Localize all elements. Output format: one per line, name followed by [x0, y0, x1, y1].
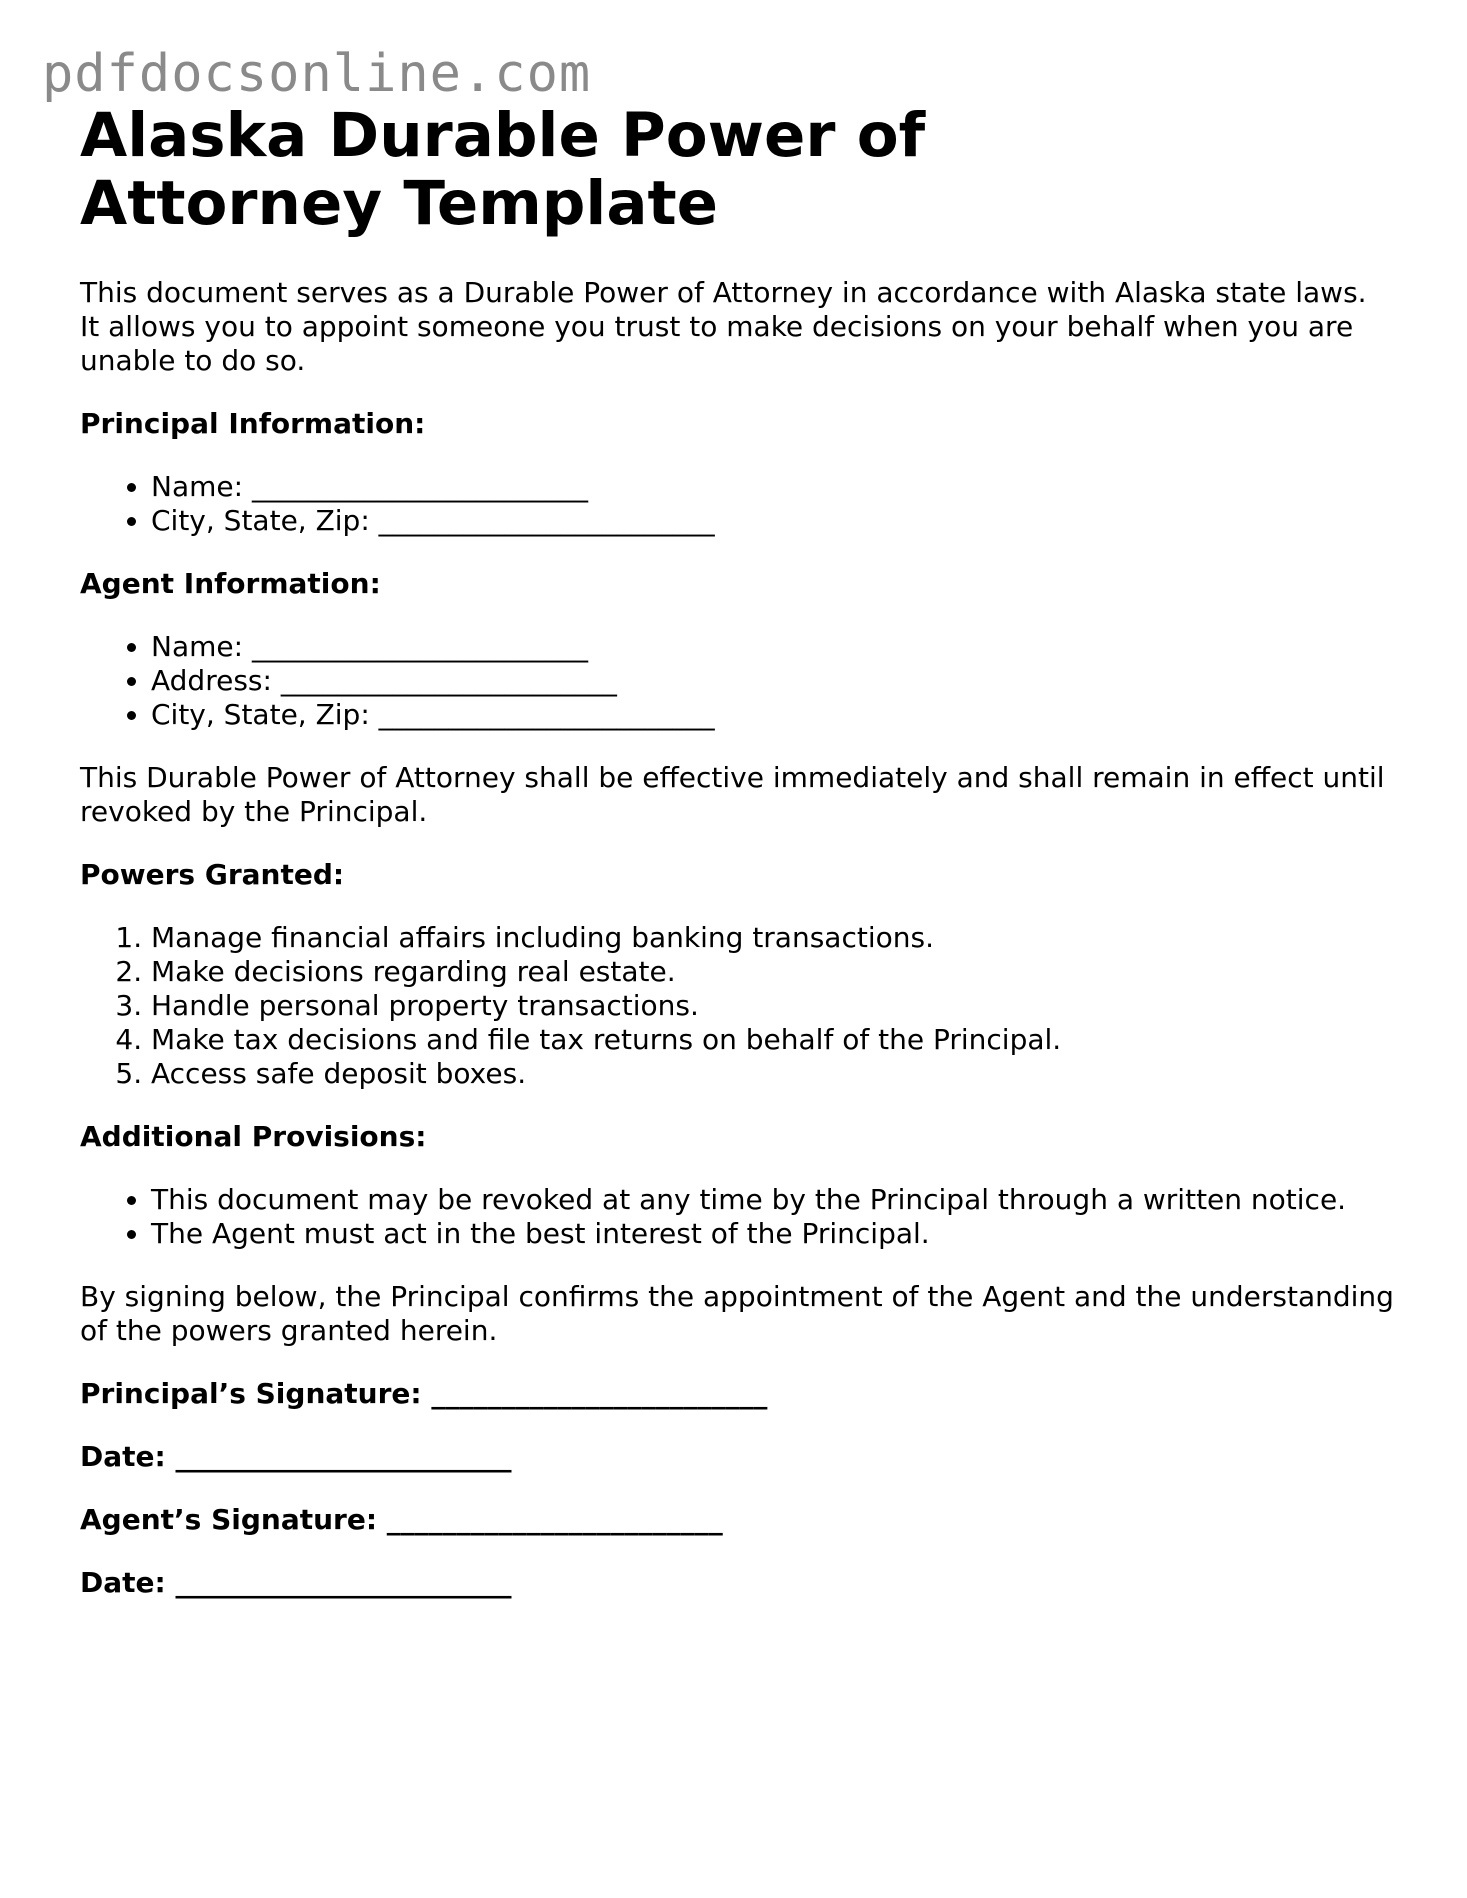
- agent-signature-field[interactable]: [80, 1503, 1400, 1537]
- agent-heading: Agent Information:: [80, 567, 381, 600]
- principal-signature-field[interactable]: [80, 1377, 1400, 1411]
- power-item: 3. Handle personal property transactions.: [151, 989, 1400, 1023]
- field-label: City, State, Zip:: [151, 504, 370, 537]
- field-blank: ________________________: [378, 504, 715, 537]
- field-blank: ________________________: [378, 698, 715, 731]
- date-label: Date:: [80, 1440, 166, 1473]
- field-label: Name:: [151, 470, 244, 503]
- intro-paragraph: This document serves as a Durable Power of Attorney in accordance with Alaska state laws. It allows you to appoint someone you trust to make decisions on your behalf when you are unable to do so.: [80, 276, 1367, 377]
- field-label: City, State, Zip:: [151, 698, 370, 731]
- signature-blank: ________________________: [431, 1377, 768, 1410]
- agent-date-field[interactable]: [80, 1566, 1400, 1600]
- principal-city-state-zip-field[interactable]: [151, 504, 1400, 538]
- provision-item: • This document may be revoked at any time by the Principal through a written notice.: [151, 1183, 1400, 1217]
- power-item: 5. Access safe deposit boxes.: [151, 1057, 1400, 1091]
- field-blank: ________________________: [280, 664, 617, 697]
- closing-paragraph: By signing below, the Principal confirms the appointment of the Agent and the understanding of the powers granted herein.: [80, 1280, 1394, 1347]
- date-blank: ________________________: [175, 1566, 512, 1599]
- power-item: 2. Make decisions regarding real estate.: [151, 955, 1400, 989]
- principal-fields-list: [80, 470, 1400, 538]
- date-blank: ________________________: [175, 1440, 512, 1473]
- provisions-list: [80, 1183, 1400, 1251]
- page-title: Alaska Durable Power of Attorney Template: [80, 100, 926, 239]
- field-label: Name:: [151, 630, 244, 663]
- field-blank: ________________________: [251, 630, 588, 663]
- provisions-heading: Additional Provisions:: [80, 1120, 427, 1153]
- powers-list: [80, 921, 1400, 1091]
- agent-name-field[interactable]: [151, 630, 1400, 664]
- power-item: 1. Manage financial affairs including banking transactions.: [151, 921, 1400, 955]
- agent-city-state-zip-field[interactable]: [151, 698, 1400, 732]
- effective-statement: This Durable Power of Attorney shall be effective immediately and shall remain in effect until revoked by the Principal.: [80, 761, 1385, 828]
- agent-fields-list: [80, 630, 1400, 732]
- document-body: [80, 102, 1400, 1600]
- signature-blank: ________________________: [386, 1503, 723, 1536]
- signature-label: Agent’s Signature:: [80, 1503, 378, 1536]
- principal-heading: Principal Information:: [80, 407, 426, 440]
- power-item: 4. Make tax decisions and file tax returns on behalf of the Principal.: [151, 1023, 1400, 1057]
- agent-address-field[interactable]: [151, 664, 1400, 698]
- signature-label: Principal’s Signature:: [80, 1377, 422, 1410]
- powers-heading: Powers Granted:: [80, 858, 345, 891]
- field-blank: ________________________: [251, 470, 588, 503]
- watermark: pdfdocsonline.com: [42, 44, 592, 104]
- principal-date-field[interactable]: [80, 1440, 1400, 1474]
- date-label: Date:: [80, 1566, 166, 1599]
- provision-item: • The Agent must act in the best interest of the Principal.: [151, 1217, 1400, 1251]
- principal-name-field[interactable]: [151, 470, 1400, 504]
- field-label: Address:: [151, 664, 272, 697]
